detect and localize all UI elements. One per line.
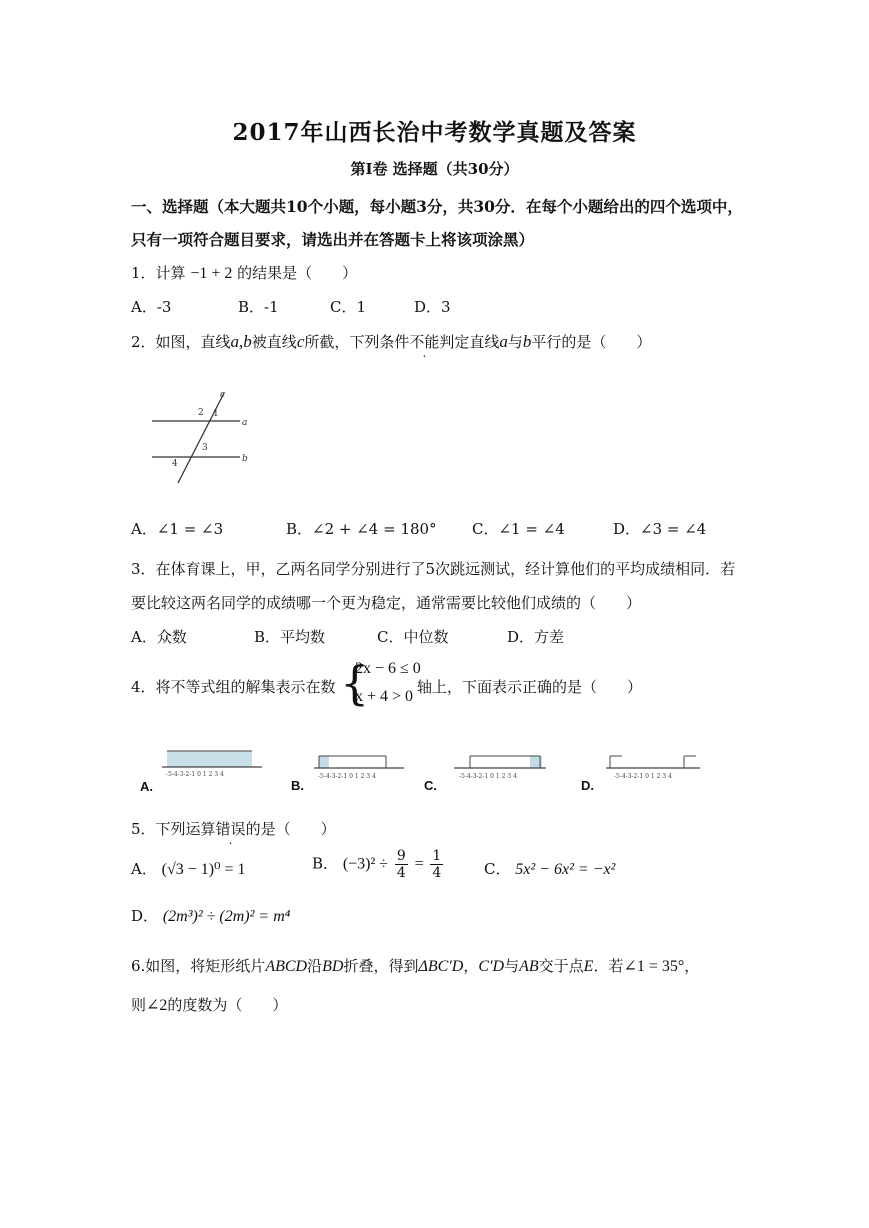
q6-text-e: 与: [504, 957, 520, 975]
q2-text-4: 判定直线: [439, 333, 500, 351]
figure-label-a: a: [242, 418, 248, 428]
q6-math-triangle: ΔBC′D: [418, 958, 464, 975]
question-6-line1: [131, 955, 699, 976]
q6-math-angle2: ∠2: [146, 997, 168, 1014]
q6-text-h: ，: [684, 957, 700, 975]
q2-option-b: B．∠2 + ∠4 = 180°: [286, 520, 437, 538]
q5-option-b-expr: (−3)² ÷: [342, 855, 389, 873]
q1-option-c: C．1: [330, 298, 367, 316]
q2-text-2: 被直线: [251, 333, 297, 351]
q5-frac2-num: 1: [432, 848, 442, 864]
q5-option-a-label: A．: [131, 860, 157, 878]
q6-math-bd: BD: [322, 958, 344, 975]
q4-option-b-label: B.: [291, 778, 304, 793]
figure-label-angle-2: 2: [198, 408, 204, 418]
number-line-a: [158, 745, 268, 781]
fraction-1-4: [430, 848, 443, 881]
q1-stem: 1．计算: [131, 264, 186, 282]
section-instruction-line2: 只有一项符合题目要求，请选出并在答题卡上将该项涂黑）: [131, 230, 535, 249]
q6-math-ab: AB: [519, 958, 539, 975]
question-3-line1: 3．在体育课上，甲，乙两名同学分别进行了5次跳远测试，经计算他们的平均成绩相同．若: [131, 560, 736, 578]
q5-frac1-den: 4: [396, 865, 406, 881]
q2-option-d: D．∠3 = ∠4: [613, 520, 707, 538]
q5-option-d-expr: (2m³)² ÷ (2m)² = m⁴: [162, 908, 291, 925]
q5-option-c-label: C．: [484, 860, 511, 878]
q2-text-6: 平行的是（ ）: [531, 333, 652, 351]
q6-text-g: ．若: [593, 957, 624, 975]
q6-math-angle1: ∠1 = 35°: [623, 958, 685, 975]
question-3-line2: 要比较这两名同学的成绩哪一个更为稳定，通常需要比较他们成绩的（ ）: [131, 594, 642, 612]
question-4-post: 轴上，下面表示正确的是（ ）: [417, 678, 643, 696]
q3-option-d: D．方差: [507, 628, 565, 646]
page-title: 2017年山西长治中考数学真题及答案: [232, 119, 637, 146]
q5-option-c-expr: 5x² − 6x² = −x²: [515, 861, 616, 878]
q3-option-a: A．众数: [131, 628, 187, 646]
question-1: [131, 262, 357, 283]
q2-var-b: b: [522, 332, 532, 351]
section-instruction-line1: 一、选择题（本大题共10个小题，每小题3分，共30分．在每个小题给出的四个选项中，: [131, 197, 743, 216]
q5-frac1-num: 9: [396, 848, 406, 864]
figure-label-b: b: [242, 454, 248, 464]
axis-ticks-d: -5-4-3-2-1 0 1 2 3 4: [614, 773, 672, 780]
question-4-pre: 4．将不等式组的解集表示在数: [131, 678, 336, 696]
q5-stem: 5．下列运算: [131, 820, 216, 838]
q2-var-ab: a,b: [230, 332, 252, 351]
q4-option-c-label: C.: [424, 778, 437, 793]
q2-var-a: a: [499, 332, 508, 351]
q6-text-c: 折叠，得到: [343, 957, 419, 975]
part-heading: 第Ⅰ卷 选择题（共30分）: [350, 160, 519, 178]
q5-option-b: [312, 848, 445, 881]
q6-text-i: 则: [131, 996, 147, 1014]
figure-label-angle-1: 1: [213, 409, 219, 419]
q1-expression: −1 + 2: [190, 265, 233, 282]
q5-option-d: [131, 905, 290, 926]
q5-option-d-label: D．: [131, 907, 159, 925]
parallel-lines-figure: [140, 385, 260, 485]
question-5: [131, 818, 336, 839]
q1-option-b: B．-1: [238, 298, 279, 316]
question-6-line2: [131, 994, 287, 1015]
q5-option-a: [131, 858, 246, 879]
q2-option-c: C．∠1 = ∠4: [472, 520, 565, 538]
q1-option-d: D．3: [414, 298, 451, 316]
q2-text-3: 所截，下列条件: [304, 333, 410, 351]
number-line-b: [312, 747, 412, 783]
fraction-9-4: [395, 848, 408, 881]
q5-option-b-label: B．: [312, 854, 339, 873]
q5-option-c: [484, 858, 615, 879]
q1-option-a: A．-3: [131, 298, 172, 316]
q6-text-d: ，: [463, 957, 479, 975]
figure-label-angle-3: 3: [202, 443, 208, 453]
q5-emphasis: 错误: [215, 820, 246, 838]
system-brace: {: [340, 656, 370, 710]
inequality-2: x + 4 > 0: [355, 688, 414, 705]
axis-ticks-a: -5-4-3-2-1 0 1 2 3 4: [166, 771, 224, 778]
q5-frac2-den: 4: [432, 865, 442, 881]
q2-var-c: c: [296, 332, 305, 351]
number-line-d: [604, 747, 704, 783]
q6-text-b: 沿: [307, 957, 323, 975]
q4-option-d-label: D.: [581, 778, 594, 793]
q2-text-1: 2．如图，直线: [131, 333, 231, 351]
figure-label-c: c: [220, 390, 226, 400]
q3-option-c: C．中位数: [377, 628, 449, 646]
axis-ticks-c: -5-4-3-2-1 0 1 2 3 4: [459, 773, 517, 780]
inequality-1: 2x − 6 ≤ 0: [355, 660, 421, 677]
q5-option-a-expr: (√3 − 1)⁰ = 1: [161, 861, 246, 878]
q6-text-f: 交于点: [538, 957, 584, 975]
q2-emphasis: 不能: [409, 333, 440, 351]
q3-option-b: B．平均数: [254, 628, 326, 646]
q6-math-abcd: ABCD: [265, 958, 308, 975]
q6-text-j: 的度数为（ ）: [167, 996, 288, 1014]
number-line-c: [452, 747, 552, 783]
q5-stem-end: 的是（ ）: [245, 820, 336, 838]
q6-math-e: E: [583, 958, 594, 975]
q1-stem-end: 的结果是（ ）: [237, 264, 358, 282]
q2-text-5: 与: [507, 333, 523, 351]
q6-text-a: 6.如图，将矩形纸片: [131, 957, 266, 975]
q4-option-a-label: A.: [140, 779, 153, 794]
q2-option-a: A．∠1 = ∠3: [131, 520, 224, 538]
axis-ticks-b: -5-4-3-2-1 0 1 2 3 4: [318, 773, 376, 780]
q6-math-cd: C′D: [478, 958, 505, 975]
question-2: [131, 331, 651, 352]
figure-label-angle-4: 4: [172, 459, 178, 469]
q5-option-b-eq: =: [414, 855, 424, 873]
